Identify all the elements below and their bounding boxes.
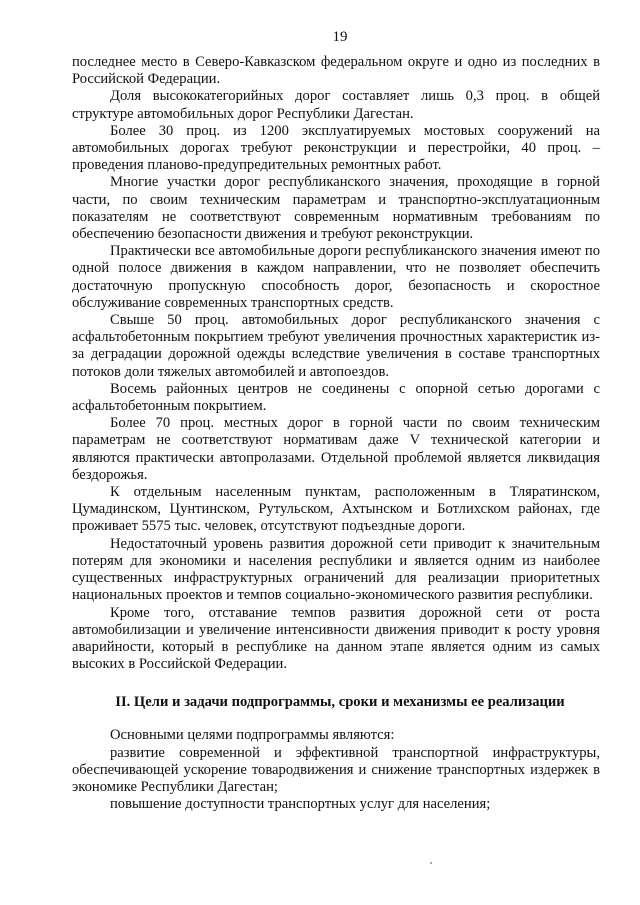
paragraph: Более 70 проц. местных дорог в горной части по своим техническим параметрам не соответствуют нормативам даже V технической категории и являются практически автопролазами. Отдельной проблемой является ликвидация бездорожья. [72,415,600,483]
paragraph: Свыше 50 проц. автомобильных дорог республиканского значения с асфальтобетонным покрытием требуют увеличения прочностных характеристик из-за деградации дорожной одежды вследствие увеличения в составе транспортных потоков доли тяжелых автомобилей и автопоездов. [72,312,600,380]
page-number: 19 [332,29,348,45]
paragraph: Кроме того, отставание темпов развития дорожной сети от роста автомобилизации и увеличение интенсивности движения приводит к росту уровня аварийности, который в республике на данном этапе является одним из самых высоких в Российской Федерации. [72,604,600,673]
paragraph: Недостаточный уровень развития дорожной сети приводит к значительным потерям для экономики и населения республики и является одним из наиболее существенных инфраструктурных ограничений для реализации приоритетных национальных проектов и темпов социально-экономического развития республики. [72,535,600,604]
paragraph: Более 30 проц. из 1200 эксплуатируемых мостовых сооружений на автомобильных дорогах требуют реконструкции и перестройки, 40 проц. – проведения планово-предупредительных ремонтных работ. [72,122,600,174]
goal-item: повышение доступности транспортных услуг для населения; [110,796,491,813]
section-heading: II. Цели и задачи подпрограммы, сроки и механизмы ее реализации [115,694,565,711]
paragraph: Практически все автомобильные дороги республиканского значения имеют по одной полосе движения в каждом направлении, что не позволяет обеспечить достаточную пропускную способность дорог, безопасность и скоростное обслуживание современных транспортных средств. [72,243,600,311]
paragraph: Восемь районных центров не соединены с опорной сетью дорогами с асфальтобетонным покрытием. [72,380,600,415]
paragraph: последнее место в Северо-Кавказском федеральном округе и одно из последних в Российской Федерации. [72,54,600,88]
scan-dot [430,862,432,864]
goal-item: развитие современной и эффективной транспортной инфраструктуры, обеспечивающей ускорение товародвижения и снижение транспортных издержек в экономике Республики Дагестан; [72,744,600,795]
paragraph: К отдельным населенным пунктам, расположенным в Тляратинском, Цумадинском, Цунтинском, Рутульском, Ахтынском и Ботлихском районах, где проживает 5575 тыс. человек, отсутствуют подъездные дороги. [72,484,600,535]
goals-intro: Основными целями подпрограммы являются: [110,727,395,744]
paragraph: Доля высококатегорийных дорог составляет лишь 0,3 проц. в общей структуре автомобильных дорог Республики Дагестан. [72,88,600,122]
paragraph: Многие участки дорог республиканского значения, проходящие в горной части, по своим техническим параметрам и транспортно-эксплуатационным показателям не соответствуют современным нормативным требованиям по обеспечению безопасности движения и требуют реконструкции. [72,174,600,243]
